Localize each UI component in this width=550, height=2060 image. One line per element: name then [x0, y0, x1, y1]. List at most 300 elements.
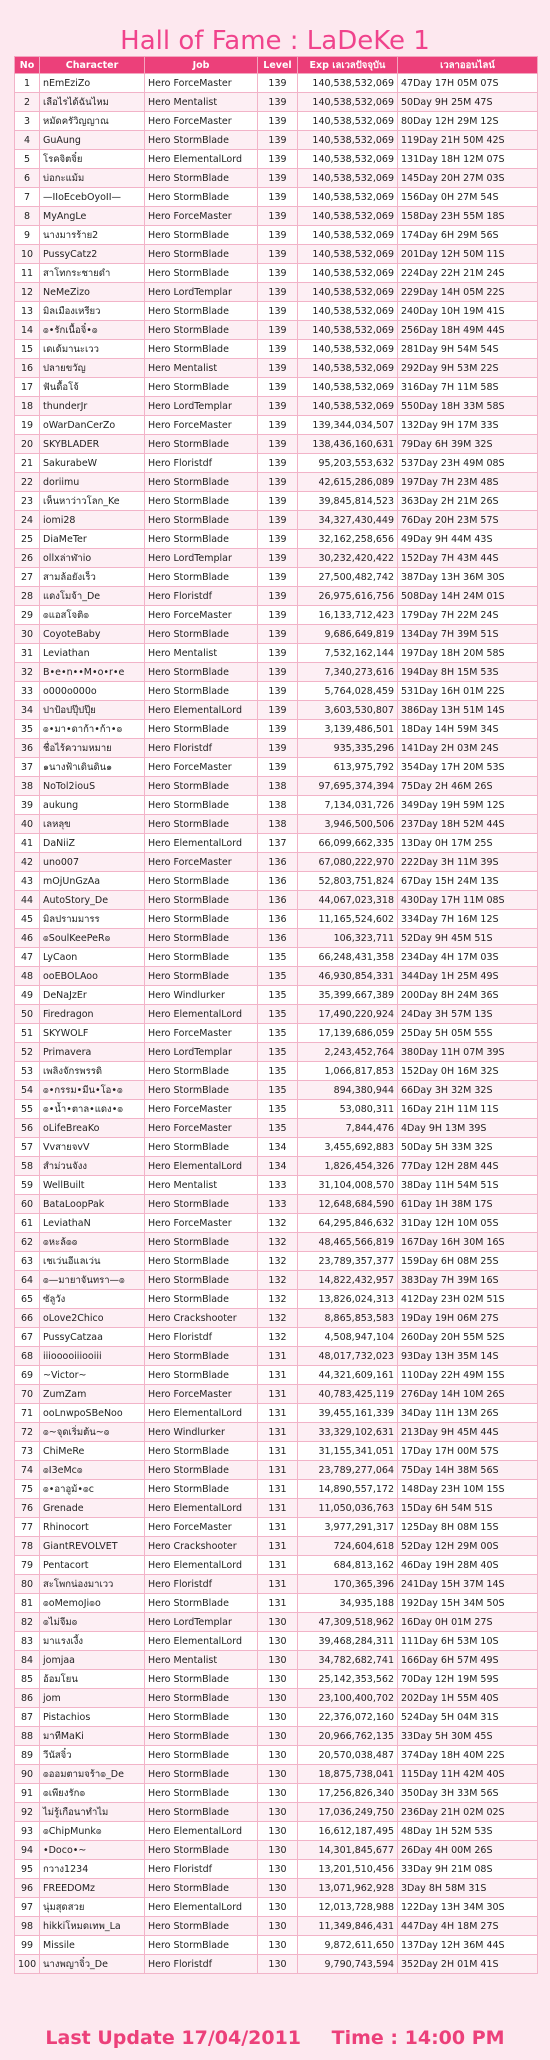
cell-level: 130 [258, 1822, 298, 1841]
table-row [15, 1309, 538, 1328]
cell-no: 59 [15, 1176, 40, 1195]
cell-no: 31 [15, 644, 40, 663]
table-row [15, 1233, 538, 1252]
cell-exp: 27,500,482,742 [298, 568, 398, 587]
cell-exp: 9,790,743,594 [298, 1955, 398, 1974]
table-row [15, 929, 538, 948]
cell-job: Hero StormBlade [145, 1081, 258, 1100]
cell-job: Hero LordTemplar [145, 283, 258, 302]
cell-level: 135 [258, 948, 298, 967]
table-row [15, 188, 538, 207]
cell-time: 19Day 19H 06M 27S [398, 1309, 538, 1328]
cell-time: 156Day 0H 27M 54S [398, 188, 538, 207]
table-row [15, 1575, 538, 1594]
cell-time: 292Day 9H 53M 22S [398, 359, 538, 378]
cell-character: ollxล่าฬ่าio [40, 549, 145, 568]
cell-no: 32 [15, 663, 40, 682]
cell-exp: 140,538,532,069 [298, 264, 398, 283]
cell-character: ปาป้อปปุ๊ปปุ๊ย [40, 701, 145, 720]
cell-no: 71 [15, 1404, 40, 1423]
table-row [15, 682, 538, 701]
cell-job: Hero ForceMaster [145, 1119, 258, 1138]
table-row [15, 1195, 538, 1214]
cell-time: 383Day 7H 39M 16S [398, 1271, 538, 1290]
cell-no: 90 [15, 1765, 40, 1784]
col-character-header: Character [40, 57, 145, 74]
cell-character: ๏•กรรม•มีน•โอ•๏ [40, 1081, 145, 1100]
table-row [15, 1746, 538, 1765]
cell-job: Hero StormBlade [145, 511, 258, 530]
cell-no: 85 [15, 1670, 40, 1689]
col-exp-header: Exp เลเวลปัจจุบัน [298, 57, 398, 74]
cell-job: Hero StormBlade [145, 777, 258, 796]
cell-character: LeviathaN [40, 1214, 145, 1233]
cell-time: 222Day 3H 11M 39S [398, 853, 538, 872]
cell-time: 380Day 11H 07M 39S [398, 1043, 538, 1062]
cell-job: Hero ForceMaster [145, 1214, 258, 1233]
cell-character: เลือไรได้ฉันไหม [40, 93, 145, 112]
table-row [15, 1765, 538, 1784]
cell-time: 386Day 13H 51M 14S [398, 701, 538, 720]
cell-exp: 97,695,374,394 [298, 777, 398, 796]
cell-time: 550Day 18H 33M 58S [398, 397, 538, 416]
cell-no: 21 [15, 454, 40, 473]
cell-no: 11 [15, 264, 40, 283]
cell-job: Hero ForceMaster [145, 606, 258, 625]
cell-time: 134Day 7H 39M 51S [398, 625, 538, 644]
cell-exp: 7,532,162,144 [298, 644, 398, 663]
table-row [15, 568, 538, 587]
cell-level: 132 [258, 1271, 298, 1290]
cell-character: Grenade [40, 1499, 145, 1518]
cell-level: 131 [258, 1404, 298, 1423]
cell-job: Hero StormBlade [145, 682, 258, 701]
cell-time: 93Day 13H 35M 14S [398, 1347, 538, 1366]
table-row [15, 758, 538, 777]
cell-job: Hero ForceMaster [145, 853, 258, 872]
cell-level: 139 [258, 587, 298, 606]
cell-level: 139 [258, 663, 298, 682]
table-row [15, 473, 538, 492]
cell-time: 131Day 18H 12M 07S [398, 150, 538, 169]
table-row [15, 1252, 538, 1271]
cell-character: —IIoEcebOyoII— [40, 188, 145, 207]
cell-character: สามล้อยังเร็ว [40, 568, 145, 587]
cell-exp: 67,080,222,970 [298, 853, 398, 872]
cell-exp: 95,203,553,632 [298, 454, 398, 473]
cell-character: o000o000o [40, 682, 145, 701]
table-row [15, 853, 538, 872]
cell-level: 132 [258, 1328, 298, 1347]
cell-no: 99 [15, 1936, 40, 1955]
table-row [15, 1214, 538, 1233]
cell-no: 51 [15, 1024, 40, 1043]
cell-job: Hero StormBlade [145, 226, 258, 245]
cell-time: 67Day 15H 24M 13S [398, 872, 538, 891]
table-row [15, 264, 538, 283]
cell-time: 531Day 16H 01M 22S [398, 682, 538, 701]
table-row [15, 1480, 538, 1499]
cell-no: 16 [15, 359, 40, 378]
cell-character: ChiMeRe [40, 1442, 145, 1461]
cell-character: โรคจิตจิ๋ย [40, 150, 145, 169]
cell-job: Hero StormBlade [145, 1461, 258, 1480]
cell-character: oLove2Chico [40, 1309, 145, 1328]
cell-job: Hero StormBlade [145, 1708, 258, 1727]
cell-level: 132 [258, 1233, 298, 1252]
table-row [15, 1024, 538, 1043]
cell-level: 130 [258, 1708, 298, 1727]
cell-character: Leviathan [40, 644, 145, 663]
cell-exp: 1,826,454,326 [298, 1157, 398, 1176]
cell-level: 139 [258, 492, 298, 511]
cell-level: 139 [258, 321, 298, 340]
cell-level: 135 [258, 1024, 298, 1043]
cell-exp: 16,612,187,495 [298, 1822, 398, 1841]
cell-time: 48Day 1H 52M 53S [398, 1822, 538, 1841]
cell-job: Hero ElementalLord [145, 1005, 258, 1024]
cell-character: ฟันดื้อโจ้ [40, 378, 145, 397]
cell-no: 96 [15, 1879, 40, 1898]
cell-job: Hero Floristdf [145, 1955, 258, 1974]
cell-job: Hero StormBlade [145, 530, 258, 549]
table-row [15, 1271, 538, 1290]
cell-no: 49 [15, 986, 40, 1005]
cell-level: 139 [258, 131, 298, 150]
cell-exp: 684,813,162 [298, 1556, 398, 1575]
cell-exp: 140,538,532,069 [298, 245, 398, 264]
cell-job: Hero StormBlade [145, 1879, 258, 1898]
cell-level: 130 [258, 1860, 298, 1879]
cell-level: 131 [258, 1594, 298, 1613]
cell-no: 48 [15, 967, 40, 986]
cell-level: 134 [258, 1138, 298, 1157]
cell-time: 197Day 18H 20M 58S [398, 644, 538, 663]
cell-exp: 140,538,532,069 [298, 340, 398, 359]
cell-exp: 140,538,532,069 [298, 283, 398, 302]
cell-no: 79 [15, 1556, 40, 1575]
cell-character: ๏SoulKeePeR๏ [40, 929, 145, 948]
cell-time: 50Day 9H 25M 47S [398, 93, 538, 112]
cell-exp: 140,538,532,069 [298, 74, 398, 93]
cell-exp: 34,935,188 [298, 1594, 398, 1613]
table-row [15, 93, 538, 112]
cell-time: 202Day 1H 55M 40S [398, 1689, 538, 1708]
cell-character: หมัดครัวิญญาณ [40, 112, 145, 131]
cell-level: 130 [258, 1841, 298, 1860]
cell-job: Hero StormBlade [145, 1480, 258, 1499]
cell-character: นุ่มสุดสวย [40, 1898, 145, 1917]
cell-level: 139 [258, 511, 298, 530]
cell-job: Hero StormBlade [145, 815, 258, 834]
cell-character: นางพญาจิ๋ว_De [40, 1955, 145, 1974]
cell-time: 16Day 21H 11M 11S [398, 1100, 538, 1119]
cell-level: 135 [258, 1005, 298, 1024]
table-row [15, 1860, 538, 1879]
cell-time: 430Day 17H 11M 08S [398, 891, 538, 910]
cell-exp: 66,099,662,335 [298, 834, 398, 853]
cell-character: DeNaJzEr [40, 986, 145, 1005]
cell-character: oLifeBreaKo [40, 1119, 145, 1138]
cell-job: Hero StormBlade [145, 1803, 258, 1822]
cell-exp: 4,508,947,104 [298, 1328, 398, 1347]
cell-level: 139 [258, 473, 298, 492]
table-row [15, 1176, 538, 1195]
cell-no: 94 [15, 1841, 40, 1860]
cell-time: 70Day 12H 19M 59S [398, 1670, 538, 1689]
table-row [15, 644, 538, 663]
cell-level: 135 [258, 986, 298, 1005]
cell-no: 75 [15, 1480, 40, 1499]
cell-job: Hero LordTemplar [145, 397, 258, 416]
cell-time: 174Day 6H 29M 56S [398, 226, 538, 245]
cell-no: 23 [15, 492, 40, 511]
cell-no: 76 [15, 1499, 40, 1518]
cell-no: 63 [15, 1252, 40, 1271]
cell-level: 139 [258, 397, 298, 416]
cell-time: 148Day 23H 10M 15S [398, 1480, 538, 1499]
cell-time: 79Day 6H 39M 32S [398, 435, 538, 454]
table-row [15, 112, 538, 131]
table-row [15, 739, 538, 758]
cell-job: Hero ElementalLord [145, 1499, 258, 1518]
cell-job: Hero StormBlade [145, 872, 258, 891]
cell-level: 133 [258, 1176, 298, 1195]
table-row [15, 150, 538, 169]
table-row [15, 1100, 538, 1119]
col-time-header: เวลาออนไลน์ [398, 57, 538, 74]
cell-character: ๏I3eMc๏ [40, 1461, 145, 1480]
table-row [15, 226, 538, 245]
cell-job: Hero ElementalLord [145, 1898, 258, 1917]
cell-job: Hero LordTemplar [145, 549, 258, 568]
cell-no: 67 [15, 1328, 40, 1347]
cell-job: Hero ElementalLord [145, 834, 258, 853]
table-row [15, 1404, 538, 1423]
cell-character: แดงโมจ้า_De [40, 587, 145, 606]
cell-level: 132 [258, 1214, 298, 1233]
cell-no: 68 [15, 1347, 40, 1366]
cell-level: 132 [258, 1290, 298, 1309]
cell-job: Hero Floristdf [145, 587, 258, 606]
cell-time: 50Day 5H 33M 32S [398, 1138, 538, 1157]
cell-no: 35 [15, 720, 40, 739]
cell-no: 74 [15, 1461, 40, 1480]
table-header [15, 57, 538, 74]
cell-no: 15 [15, 340, 40, 359]
cell-exp: 13,071,962,928 [298, 1879, 398, 1898]
cell-character: AutoStory_De [40, 891, 145, 910]
cell-level: 131 [258, 1556, 298, 1575]
cell-time: 3Day 8H 58M 31S [398, 1879, 538, 1898]
cell-exp: 3,977,291,317 [298, 1518, 398, 1537]
cell-character: nEmEziZo [40, 74, 145, 93]
cell-time: 224Day 22H 21M 24S [398, 264, 538, 283]
table-row [15, 967, 538, 986]
cell-no: 30 [15, 625, 40, 644]
col-job-header: Job [145, 57, 258, 74]
cell-job: Hero ForceMaster [145, 1024, 258, 1043]
cell-exp: 140,538,532,069 [298, 321, 398, 340]
cell-character: PussyCatzaa [40, 1328, 145, 1347]
cell-job: Hero StormBlade [145, 967, 258, 986]
table-row [15, 359, 538, 378]
cell-no: 46 [15, 929, 40, 948]
cell-level: 130 [258, 1689, 298, 1708]
cell-time: 363Day 2H 21M 26S [398, 492, 538, 511]
cell-no: 1 [15, 74, 40, 93]
cell-character: SKYWOLF [40, 1024, 145, 1043]
cell-exp: 140,538,532,069 [298, 150, 398, 169]
cell-exp: 17,036,249,750 [298, 1803, 398, 1822]
cell-character: jomjaa [40, 1651, 145, 1670]
cell-exp: 48,017,732,023 [298, 1347, 398, 1366]
cell-character: mOjUnGzAa [40, 872, 145, 891]
cell-exp: 139,344,034,507 [298, 416, 398, 435]
cell-time: 13Day 0H 17M 25S [398, 834, 538, 853]
cell-no: 25 [15, 530, 40, 549]
cell-level: 130 [258, 1632, 298, 1651]
cell-level: 139 [258, 606, 298, 625]
cell-job: Hero StormBlade [145, 378, 258, 397]
cell-character: อ้อมโยน [40, 1670, 145, 1689]
table-row [15, 1290, 538, 1309]
cell-job: Hero StormBlade [145, 568, 258, 587]
footer [0, 2027, 550, 2049]
cell-level: 130 [258, 1936, 298, 1955]
cell-level: 136 [258, 929, 298, 948]
cell-exp: 140,538,532,069 [298, 397, 398, 416]
cell-exp: 9,686,649,819 [298, 625, 398, 644]
table-row [15, 1727, 538, 1746]
cell-no: 34 [15, 701, 40, 720]
cell-character: DaNiiZ [40, 834, 145, 853]
cell-time: 200Day 8H 24M 36S [398, 986, 538, 1005]
cell-exp: 22,376,072,160 [298, 1708, 398, 1727]
cell-no: 91 [15, 1784, 40, 1803]
cell-no: 78 [15, 1537, 40, 1556]
cell-level: 139 [258, 720, 298, 739]
cell-exp: 31,155,341,051 [298, 1442, 398, 1461]
cell-no: 69 [15, 1366, 40, 1385]
cell-character: เลหลุข [40, 815, 145, 834]
cell-character: มิลปรามมารร [40, 910, 145, 929]
cell-level: 139 [258, 359, 298, 378]
cell-job: Hero StormBlade [145, 1347, 258, 1366]
cell-no: 97 [15, 1898, 40, 1917]
cell-job: Hero StormBlade [145, 321, 258, 340]
cell-no: 86 [15, 1689, 40, 1708]
cell-character: iiiooooiiiooiii [40, 1347, 145, 1366]
cell-no: 88 [15, 1727, 40, 1746]
cell-no: 3 [15, 112, 40, 131]
cell-time: 234Day 4H 17M 03S [398, 948, 538, 967]
cell-exp: 7,844,476 [298, 1119, 398, 1138]
cell-exp: 140,538,532,069 [298, 226, 398, 245]
cell-exp: 3,455,692,883 [298, 1138, 398, 1157]
table-row [15, 549, 538, 568]
cell-exp: 2,243,452,764 [298, 1043, 398, 1062]
cell-exp: 26,975,616,756 [298, 587, 398, 606]
cell-no: 6 [15, 169, 40, 188]
cell-time: 145Day 20H 27M 03S [398, 169, 538, 188]
cell-job: Hero ForceMaster [145, 74, 258, 93]
cell-level: 139 [258, 169, 298, 188]
cell-level: 139 [258, 264, 298, 283]
cell-exp: 14,890,557,172 [298, 1480, 398, 1499]
cell-exp: 3,946,500,506 [298, 815, 398, 834]
cell-job: Hero StormBlade [145, 1252, 258, 1271]
cell-job: Hero ElementalLord [145, 1822, 258, 1841]
cell-level: 131 [258, 1537, 298, 1556]
cell-job: Hero StormBlade [145, 1784, 258, 1803]
cell-character: BataLoopPak [40, 1195, 145, 1214]
cell-character: ooEBOLAoo [40, 967, 145, 986]
cell-job: Hero StormBlade [145, 1442, 258, 1461]
cell-job: Hero StormBlade [145, 663, 258, 682]
cell-level: 139 [258, 739, 298, 758]
cell-time: 192Day 15H 34M 50S [398, 1594, 538, 1613]
cell-no: 14 [15, 321, 40, 340]
cell-exp: 64,295,846,632 [298, 1214, 398, 1233]
cell-exp: 140,538,532,069 [298, 302, 398, 321]
cell-exp: 11,050,036,763 [298, 1499, 398, 1518]
cell-character: CoyoteBaby [40, 625, 145, 644]
cell-time: 122Day 13H 34M 30S [398, 1898, 538, 1917]
cell-exp: 66,248,431,358 [298, 948, 398, 967]
table-row [15, 454, 538, 473]
cell-level: 130 [258, 1670, 298, 1689]
table-row [15, 1784, 538, 1803]
cell-character: VvสายจvV [40, 1138, 145, 1157]
cell-time: 316Day 7H 11M 58S [398, 378, 538, 397]
cell-level: 135 [258, 967, 298, 986]
cell-no: 81 [15, 1594, 40, 1613]
table-row [15, 587, 538, 606]
cell-character: ๏oMemoJi๏o [40, 1594, 145, 1613]
cell-no: 37 [15, 758, 40, 777]
cell-character: jom [40, 1689, 145, 1708]
cell-character: NeMeZizo [40, 283, 145, 302]
cell-time: 26Day 4H 00M 26S [398, 1841, 538, 1860]
cell-exp: 44,067,023,318 [298, 891, 398, 910]
cell-level: 131 [258, 1366, 298, 1385]
cell-character: ๑นางฟ้าเดินดิน๑ [40, 758, 145, 777]
cell-no: 93 [15, 1822, 40, 1841]
cell-no: 64 [15, 1271, 40, 1290]
cell-character: ๏•รักเนื้อจิ๋•๏ [40, 321, 145, 340]
table-row [15, 1689, 538, 1708]
cell-character: เห็นหาว่าวโลก_Ke [40, 492, 145, 511]
table-row [15, 948, 538, 967]
cell-no: 57 [15, 1138, 40, 1157]
cell-exp: 138,436,160,631 [298, 435, 398, 454]
cell-exp: 140,538,532,069 [298, 112, 398, 131]
cell-exp: 23,100,400,702 [298, 1689, 398, 1708]
table-row [15, 1081, 538, 1100]
table-row [15, 1803, 538, 1822]
table-row [15, 1461, 538, 1480]
cell-level: 130 [258, 1727, 298, 1746]
cell-exp: 140,538,532,069 [298, 93, 398, 112]
cell-character: ปลายขวัญ [40, 359, 145, 378]
cell-character: ๏•น้ำ•ตาล•แดง•๏ [40, 1100, 145, 1119]
cell-character: ~Victor~ [40, 1366, 145, 1385]
cell-job: Hero ElementalLord [145, 1556, 258, 1575]
cell-level: 131 [258, 1480, 298, 1499]
table-row [15, 207, 538, 226]
cell-exp: 935,335,296 [298, 739, 398, 758]
